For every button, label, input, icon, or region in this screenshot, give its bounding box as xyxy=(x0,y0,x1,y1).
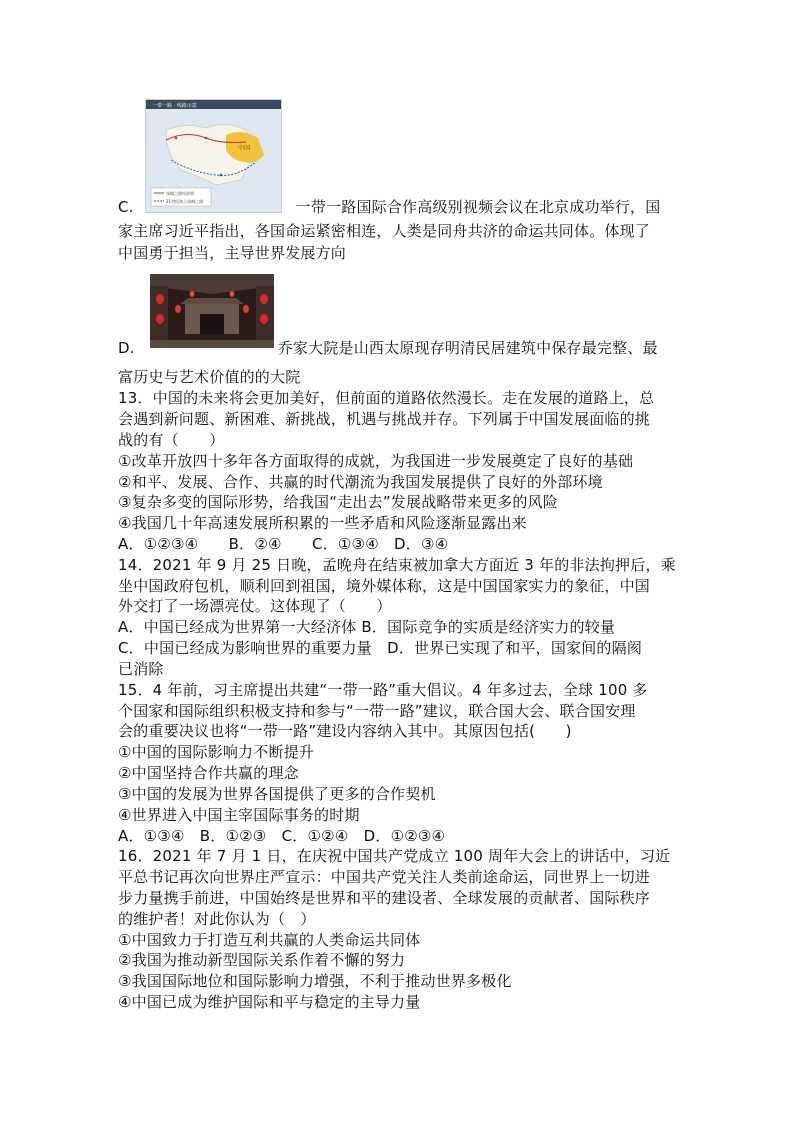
q13-item-4: ④我国几十年高速发展所积累的一些矛盾和风险逐渐显露出来 xyxy=(118,514,527,532)
option-c-label: C. xyxy=(118,198,134,216)
q14-answers-1: A．中国已经成为世界第一大经济体 B．国际竞争的实质是经济实力的较量 xyxy=(118,618,616,636)
q16-item-2: ②我国为推动新型国际关系作着不懈的努力 xyxy=(118,951,406,969)
qiao-compound-image xyxy=(150,274,274,348)
q15-item-2: ②中国坚持合作共赢的理念 xyxy=(118,764,299,782)
q14-answers-3: 已消除 xyxy=(118,660,164,678)
q13-stem-2: 会遇到新问题、新困难、新挑战，机遇与挑战并存。下列属于中国发展面临的挑 xyxy=(118,410,651,428)
map-title: 一带一路 · 线路示意 xyxy=(152,103,197,109)
q12-option-c xyxy=(118,197,660,217)
q13-stem-3: 战的有（ ） xyxy=(118,431,225,449)
q15-stem-3: 会的重要决议也将“一带一路”建设内容纳入其中。其原因包括( ) xyxy=(118,722,572,740)
q16-item-3: ③我国国际地位和国际影响力增强，不利于推动世界多极化 xyxy=(118,972,512,990)
q15-item-3: ③中国的发展为世界各国提供了更多的合作契机 xyxy=(118,785,436,803)
q15-item-4: ④世界进入中国主宰国际事务的时期 xyxy=(118,806,360,824)
silk-road-map-image xyxy=(145,99,282,213)
silk-road-map-icon xyxy=(146,100,281,212)
q16-stem-3: 步力量携手前进，中国始终是世界和平的建设者、全球发展的贡献者、国际秩序 xyxy=(118,889,651,907)
q16-item-1: ①中国致力于打造互利共赢的人类命运共同体 xyxy=(118,931,421,949)
option-d-text-1: 乔家大院是山西太原现存明清民居建筑中保存最完整、最 xyxy=(277,339,658,357)
q15-stem-1: 15．4 年前，习主席提出共建“一带一路”重大倡议。4 年多过去，全球 100 多 xyxy=(118,681,648,699)
map-legend-land: 丝绸之路经济带 xyxy=(166,191,194,196)
q13-item-3: ③复杂多变的国际形势，给我国“走出去”发展战略带来更多的风险 xyxy=(118,493,558,511)
courtyard-photo-icon xyxy=(150,274,274,348)
option-c-text-1: 一带一路国际合作高级别视频会议在北京成功举行，国 xyxy=(295,198,661,216)
q12-option-d xyxy=(118,338,658,358)
q15-stem-2: 个国家和国际组织积极支持和参与“一带一路”建议，联合国大会、联合国安理 xyxy=(118,702,636,720)
q14-stem-2: 坐中国政府包机，顺利回到祖国，境外媒体称，这是中国国家实力的象征，中国 xyxy=(118,577,651,595)
option-d-text-2: 富历史与艺术价值的的大院 xyxy=(118,368,301,386)
q14-answers-2: C．中国已经成为影响世界的重要力量 D．世界已实现了和平，国家间的隔阂 xyxy=(118,639,643,657)
q13-answers: A．①②③④ B．②④ C．①③④ D．③④ xyxy=(118,535,449,553)
q15-item-1: ①中国的国际影响力不断提升 xyxy=(118,743,315,761)
option-c-text-2: 家主席习近平指出，各国命运紧密相连，人类是同舟共济的命运共同体。体现了 xyxy=(118,222,651,240)
q16-stem-2: 平总书记再次向世界庄严宣示：中国共产党关注人类前途命运，同世界上一切进 xyxy=(118,868,651,886)
option-d-label: D. xyxy=(118,339,135,357)
q14-stem-3: 外交打了一场漂亮仗。这体现了（ ） xyxy=(118,597,392,615)
q16-stem-1: 16．2021 年 7 月 1 日，在庆祝中国共产党成立 100 周年大会上的讲话中，习近 xyxy=(118,847,671,865)
map-china-label: 中国 xyxy=(238,145,251,152)
q14-stem-1: 14．2021 年 9 月 25 日晚，孟晚舟在结束被加拿大方面近 3 年的非法拘押后，乘 xyxy=(118,556,676,574)
q15-answers: A．①③④ B．①②③ C．①②④ D．①②③④ xyxy=(118,827,446,845)
q13-item-2: ②和平、发展、合作、共赢的时代潮流为我国发展提供了良好的外部环境 xyxy=(118,473,603,491)
q16-item-4: ④中国已成为维护国际和平与稳定的主导力量 xyxy=(118,993,421,1011)
option-c-text-3: 中国勇于担当，主导世界发展方向 xyxy=(118,244,347,262)
map-legend-sea: 21世纪海上丝绸之路 xyxy=(166,199,204,204)
q16-stem-4: 的维护者！对此你认为（ ） xyxy=(118,910,316,928)
q13-item-1: ①改革开放四十多年各方面取得的成就，为我国进一步发展奠定了良好的基础 xyxy=(118,452,634,470)
q13-stem-1: 13．中国的未来将会更加美好，但前面的道路依然漫长。走在发展的道路上，总 xyxy=(118,389,655,407)
